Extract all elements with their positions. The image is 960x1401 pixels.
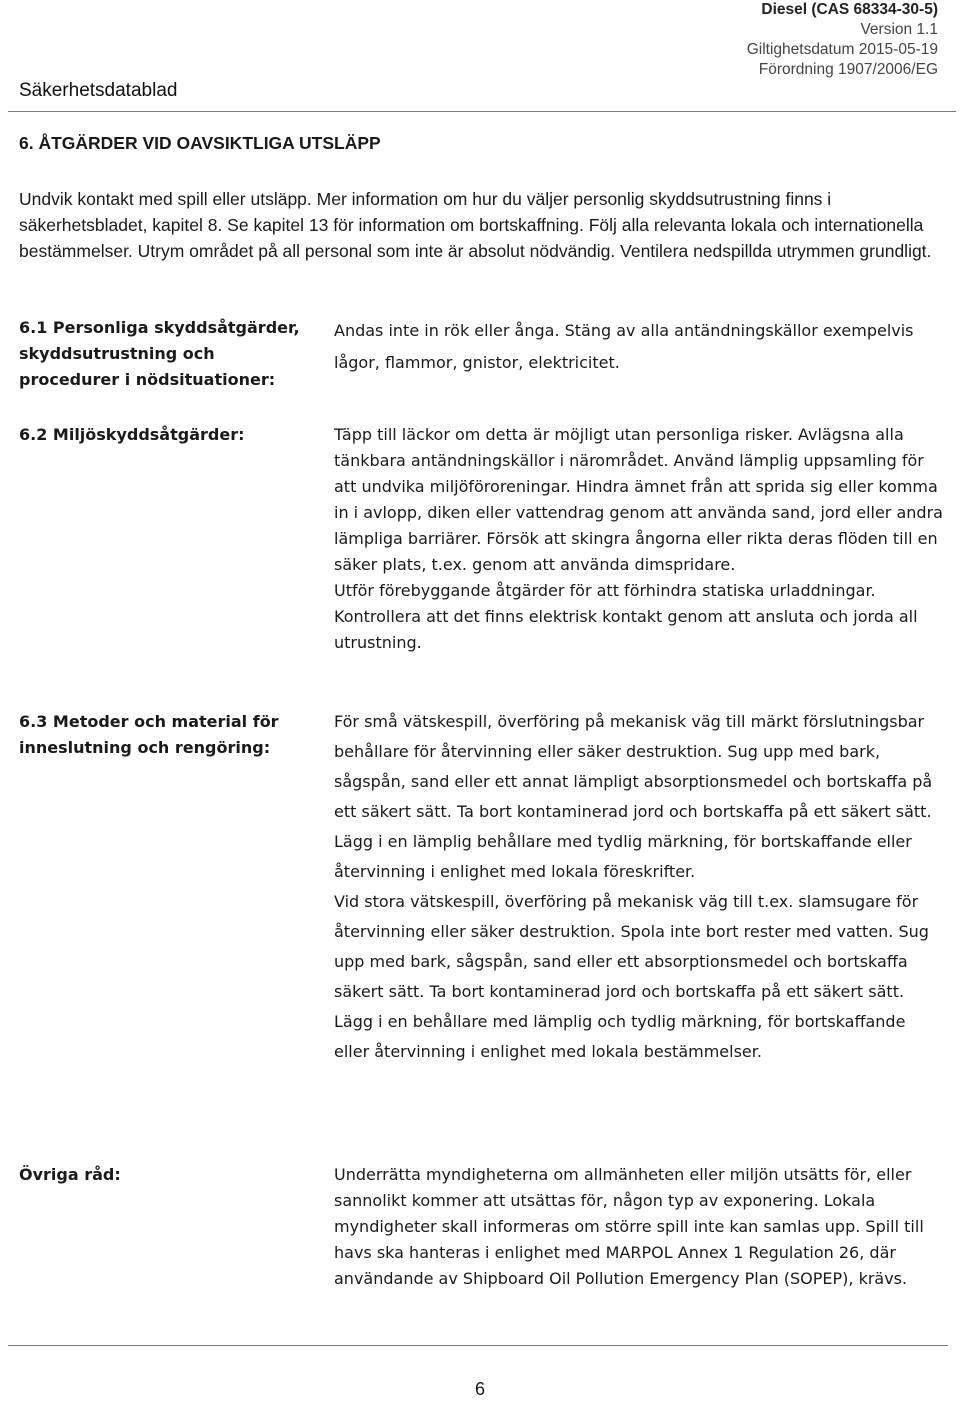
document-title: Säkerhetsdatablad bbox=[19, 80, 178, 101]
product-name: Diesel (CAS 68334-30-5) bbox=[761, 1, 938, 18]
subsection-content-6-1 bbox=[334, 315, 944, 379]
paragraph: För små vätskespill, överföring på mekanisk väg till märkt förslutningsbar behållare för återvinning eller säker destruktion. Sug upp med bark, sågspån, sand eller ett annat lämpligt absorptionsmedel och bortskaffa på ett säkert sätt. Ta bort kontaminerad jord och bortskaffa på ett säkert sätt. Lägg i en lämplig behållare med tydlig märkning, för bortskaffande eller återvinning i enlighet med lokala föreskrifter. bbox=[334, 712, 933, 881]
validity-date: Giltighetsdatum 2015-05-19 bbox=[746, 41, 938, 58]
subsection-label-6-3: 6.3 Metoder och material för inneslutning och rengöring: bbox=[19, 712, 279, 757]
page-number: 6 bbox=[474, 1379, 485, 1399]
paragraph: Täpp till läckor om detta är möjligt utan personliga risker. Avlägsna alla tänkbara antändningskällor i närområdet. Använd lämplig uppsamling för att undvika miljöföroreningar. Hindra ämnet från att sprida sig eller komma in i avlopp, diken eller vattendrag genom att använda sand, jord eller andra lämpliga barriärer. Försök att skingra ångorna eller rikta deras flöden till en säker plats, t.ex. genom att använda dimspridare. bbox=[334, 425, 943, 574]
section-intro: Undvik kontakt med spill eller utsläpp. Mer information om hur du väljer personlig skyddsutrustning finns i säkerhetsbladet, kapitel 8. Se kapitel 13 för information om bortskaffning. Följ alla relevanta lokala och internationella bestämmelser. Utrym området på all personal som inte är absolut nödvändig. Ventilera nedspillda utrymmen grundligt. bbox=[19, 189, 932, 261]
document-meta bbox=[747, 0, 938, 80]
subsection-content-other-advice bbox=[334, 1162, 944, 1292]
subsection-label-other-advice: Övriga råd: bbox=[19, 1165, 121, 1184]
footer-divider bbox=[8, 1345, 948, 1346]
subsection-content-6-2 bbox=[334, 422, 944, 656]
paragraph: Vid stora vätskespill, överföring på mekanisk väg till t.ex. slamsugare för återvinning eller säker destruktion. Spola inte bort rester med vatten. Sug upp med bark, sågspån, sand eller ett absorptionsmedel och bortskaffa säkert sätt. Ta bort kontaminerad jord och bortskaffa på ett säkert sätt. Lägg i en behållare med lämplig och tydlig märkning, för bortskaffande eller återvinning i enlighet med lokala bestämmelser. bbox=[334, 892, 929, 1061]
subsection-content-6-3 bbox=[334, 707, 944, 1067]
header-divider bbox=[8, 111, 956, 112]
subsection-label-6-1: 6.1 Personliga skyddsåtgärder, skyddsutrustning och procedurer i nödsituationer: bbox=[19, 318, 300, 389]
section-heading: 6. ÅTGÄRDER VID OAVSIKTLIGA UTSLÄPP bbox=[19, 133, 381, 153]
paragraph: Utför förebyggande åtgärder för att förhindra statiska urladdningar. Kontrollera att det finns elektrisk kontakt genom att ansluta och jorda all utrustning. bbox=[334, 581, 918, 652]
regulation-text: Förordning 1907/2006/EG bbox=[758, 61, 938, 78]
version-text: Version 1.1 bbox=[860, 21, 938, 38]
paragraph: Underrätta myndigheterna om allmänheten eller miljön utsätts för, eller sannolikt kommer att utsättas för, någon typ av exponering. Lokala myndigheter skall informeras om större spill inte kan samlas upp. Spill till havs ska hanteras i enlighet med MARPOL Annex 1 Regulation 26, där användande av Shipboard Oil Pollution Emergency Plan (SOPEP), krävs. bbox=[334, 1165, 924, 1288]
paragraph: Andas inte in rök eller ånga. Stäng av alla antändningskällor exempelvis lågor, flammor, gnistor, elektricitet. bbox=[334, 321, 914, 372]
subsection-label-6-2: 6.2 Miljöskyddsåtgärder: bbox=[19, 425, 245, 444]
